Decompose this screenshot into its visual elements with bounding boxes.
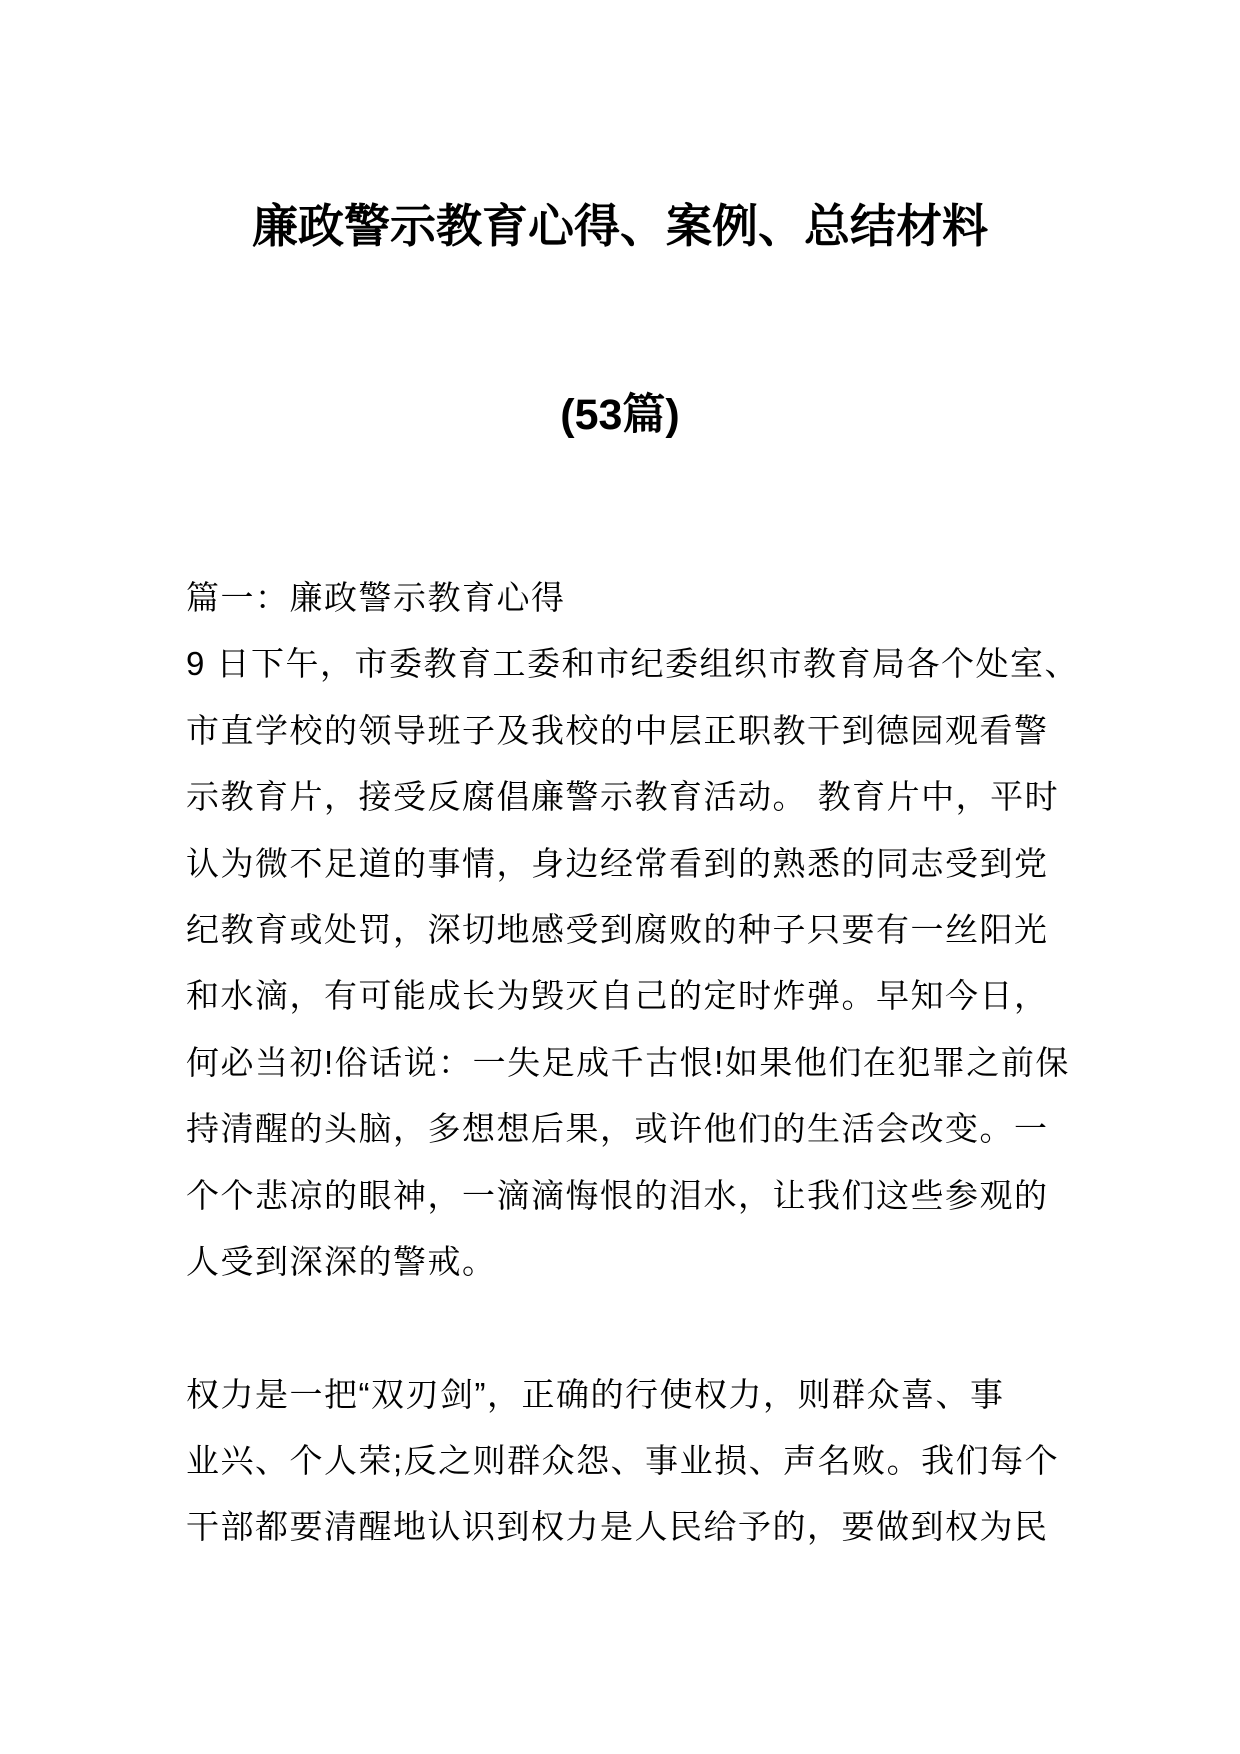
- paragraph-1-line: 9 日下午，市委教育工委和市纪委组织市教育局各个处室、: [186, 645, 1080, 683]
- paragraph-1-line: 何必当初!俗话说：一失足成千古恨!如果他们在犯罪之前保: [186, 1043, 1070, 1081]
- section-heading: 篇一：廉政警示教育心得: [186, 579, 566, 616]
- document-body: [186, 565, 1086, 1561]
- paragraph-1-line: 个个悲凉的眼神，一滴滴悔恨的泪水，让我们这些参观的: [186, 1176, 1049, 1214]
- paragraph-1-line: 人受到深深的警戒。: [186, 1242, 497, 1280]
- blank-line: [186, 1295, 1086, 1361]
- paragraph-1-line: 示教育片，接受反腐倡廉警示教育活动。 教育片中，平时: [186, 778, 1060, 816]
- paragraph-2-line: 业兴、个人荣;反之则群众怨、事业损、声名败。我们每个: [186, 1442, 1060, 1480]
- paragraph-2-line: 权力是一把“双刃剑”，正确的行使权力，则群众喜、事: [186, 1375, 1005, 1413]
- paragraph-1-line: 和水滴，有可能成长为毁灭自己的定时炸弹。早知今日，: [186, 977, 1049, 1015]
- paragraph-1-line: 认为微不足道的事情，身边经常看到的熟悉的同志受到党: [186, 844, 1049, 882]
- document-subtitle: (53篇): [560, 391, 680, 439]
- paragraph-1-line: 市直学校的领导班子及我校的中层正职教干到德园观看警: [186, 711, 1049, 749]
- document-title: 廉政警示教育心得、案例、总结材料: [252, 200, 988, 252]
- paragraph-1-line: 持清醒的头脑，多想想后果，或许他们的生活会改变。一: [186, 1110, 1049, 1148]
- paragraph-1-line: 纪教育或处罚，深切地感受到腐败的种子只要有一丝阳光: [186, 910, 1049, 948]
- paragraph-2-line: 干部都要清醒地认识到权力是人民给予的，要做到权为民: [186, 1508, 1049, 1546]
